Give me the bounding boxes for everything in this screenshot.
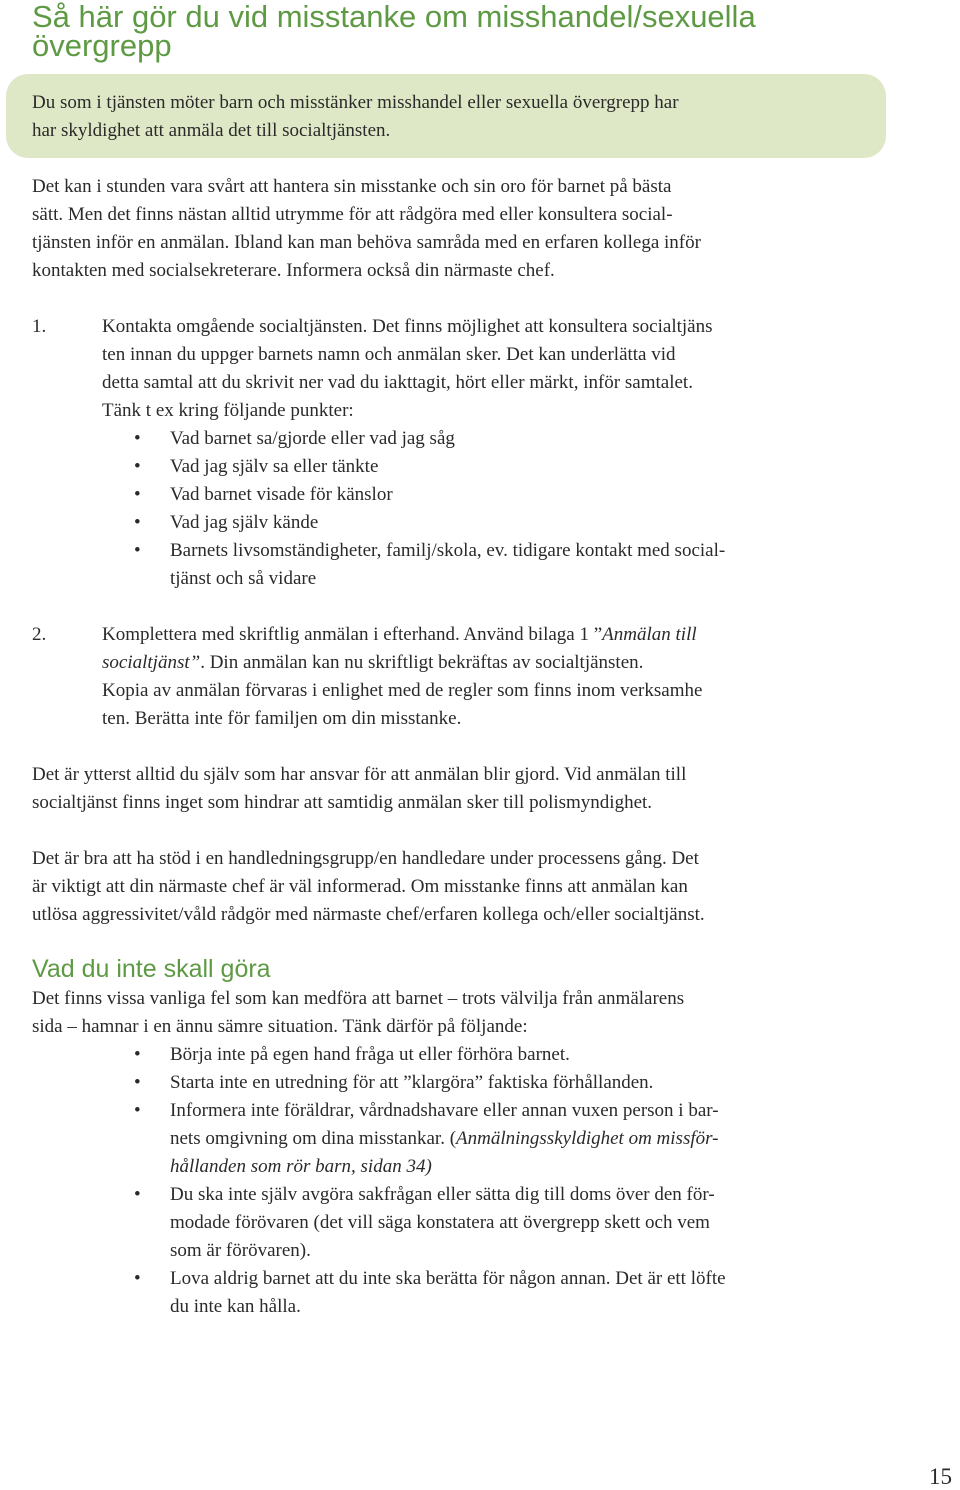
list-item: Lova aldrig barnet att du inte ska berätta för någon annan. Det är ett löfte [170,1268,726,1289]
reference-text: hållanden som rör barn, sidan 34) [170,1156,432,1177]
step-1-line: Tänk t ex kring följande punkter: [102,400,354,421]
bullet-icon: • [134,1072,141,1093]
list-item: Du ska inte själv avgöra sakfrågan eller sätta dig till doms över den för- [170,1184,715,1205]
list-item: Börja inte på egen hand fråga ut eller förhöra barnet. [170,1044,570,1065]
attachment-title: socialtjänst” [102,652,201,673]
callout-text: Du som i tjänsten möter barn och misstänker misshandel eller sexuella övergrepp har [32,92,679,113]
step-2-line: Kopia av anmälan förvaras i enlighet med de regler som finns inom verksamhe [102,680,703,701]
step-2-text: . Din anmälan kan nu skriftligt bekräftas av socialtjänsten. [200,652,644,673]
step-number: 1. [32,316,47,337]
step-2-line: ten. Berätta inte för familjen om din misstanke. [102,708,462,729]
paragraph-line: socialtjänst finns inget som hindrar att samtidig anmälan sker till polismyndighet. [32,792,653,813]
step-2-line [102,649,643,677]
paragraph-line: Det är bra att ha stöd i en handledningsgrupp/en handledare under processens gång. Det [32,848,699,869]
intro-line: kontakten med socialsekreterare. Informera också din närmaste chef. [32,260,555,281]
list-item: modade förövaren (det vill säga konstatera att övergrepp skett och vem [170,1212,710,1233]
bullet-icon: • [134,1100,141,1121]
paragraph-line: Det finns vissa vanliga fel som kan medföra att barnet – trots välvilja från anmälarens [32,988,685,1009]
list-item [170,1125,718,1153]
page-title-line: Så här gör du vid misstanke om misshandel/sexuella [32,0,756,34]
page-title-line: övergrepp [32,28,172,63]
reference-text: Anmälningsskyldighet om missför- [456,1128,719,1149]
paragraph-line: är viktigt att din närmaste chef är väl informerad. Om misstanke finns att anmälan kan [32,876,688,897]
intro-line: sätt. Men det finns nästan alltid utrymme för att rådgöra med eller konsultera social- [32,204,673,225]
list-item: Informera inte föräldrar, vårdnadshavare eller annan vuxen person i bar- [170,1100,719,1121]
list-item: Vad barnet sa/gjorde eller vad jag såg [170,428,455,449]
list-item: Vad barnet visade för känslor [170,484,393,505]
page-title [32,0,756,63]
bullet-icon: • [134,1184,141,1205]
paragraph-line: sida – hamnar i en ännu sämre situation. Tänk därför på följande: [32,1016,528,1037]
bullet-icon: • [134,1268,141,1289]
page-number: 15 [929,1464,952,1489]
list-item: tjänst och så vidare [170,568,317,589]
list-item: Barnets livsomständigheter, familj/skola, ev. tidigare kontakt med social- [170,540,726,561]
step-number: 2. [32,624,47,645]
paragraph-line: Det är ytterst alltid du själv som har ansvar för att anmälan blir gjord. Vid anmälan till [32,764,687,785]
bullet-icon: • [134,1044,141,1065]
attachment-title: Anmälan till [602,624,697,645]
list-item: Vad jag själv sa eller tänkte [170,456,379,477]
bullet-icon: • [134,484,141,505]
intro-line: tjänsten inför en anmälan. Ibland kan man behöva samråda med en erfaren kollega inför [32,232,701,253]
bullet-icon: • [134,428,141,449]
step-2-line [102,621,697,649]
paragraph-line: utlösa aggressivitet/våld rådgör med närmaste chef/erfaren kollega och/eller socialtjänst. [32,904,705,925]
list-item-text: nets omgivning om dina misstankar. ( [170,1128,457,1149]
step-1-line: detta samtal att du skrivit ner vad du iakttagit, hört eller märkt, inför samtalet. [102,372,693,393]
bullet-icon: • [134,456,141,477]
intro-line: Det kan i stunden vara svårt att hantera sin misstanke och sin oro för barnet på bästa [32,176,672,197]
step-1-line: ten innan du uppger barnets namn och anmälan sker. Det kan underlätta vid [102,344,676,365]
list-item: Starta inte en utredning för att ”klargöra” faktiska förhållanden. [170,1072,654,1093]
list-item: Vad jag själv kände [170,512,319,533]
section-heading: Vad du inte skall göra [32,955,271,983]
step-2-text: Komplettera med skriftlig anmälan i efterhand. Använd bilaga 1 ” [102,624,603,645]
bullet-icon: • [134,512,141,533]
list-item: som är förövaren). [170,1240,311,1261]
step-1-line: Kontakta omgående socialtjänsten. Det finns möjlighet att konsultera socialtjäns [102,316,713,337]
bullet-icon: • [134,540,141,561]
callout-text: har skyldighet att anmäla det till socialtjänsten. [32,120,391,141]
list-item [170,1153,432,1181]
list-item: du inte kan hålla. [170,1296,301,1317]
